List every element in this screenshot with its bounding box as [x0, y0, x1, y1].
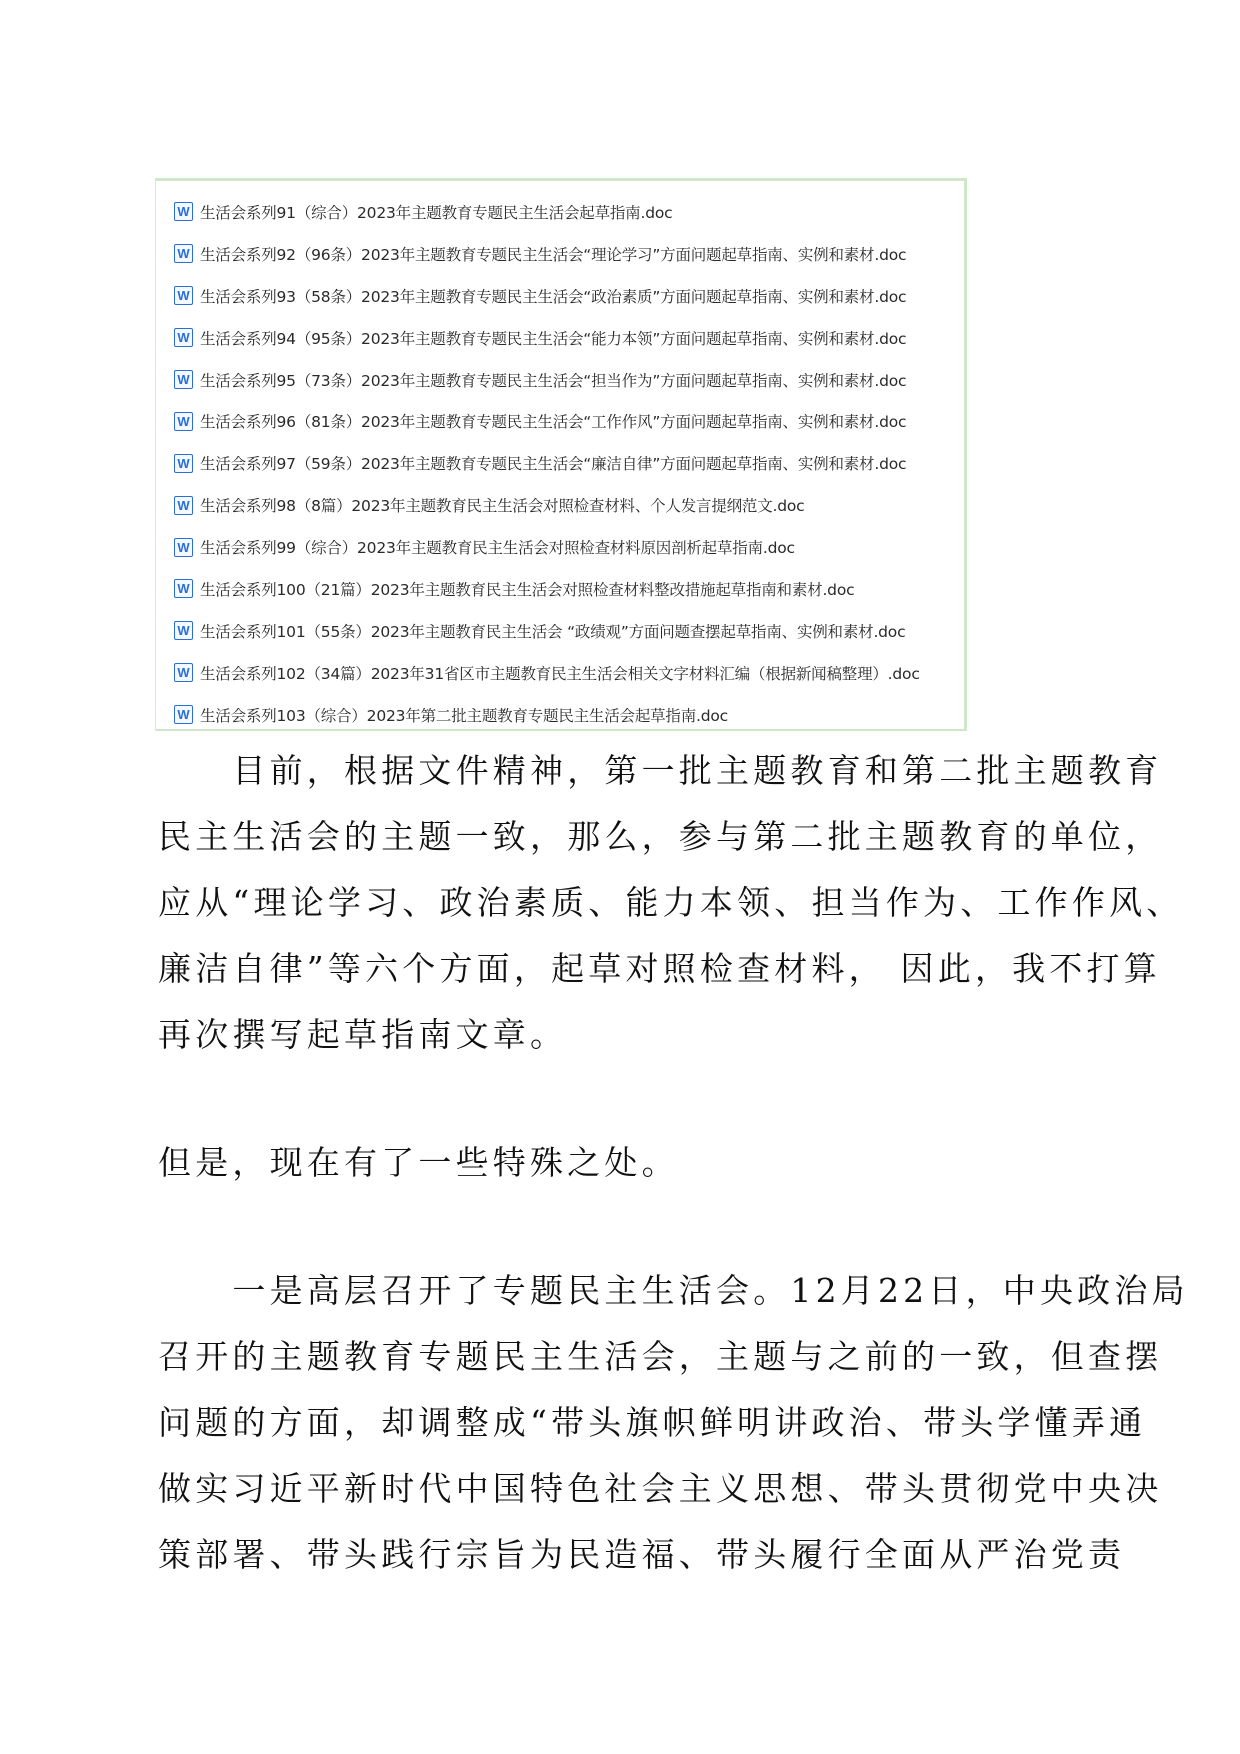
text-line: 策部署、带头践行宗旨为民造福、带头履行全面从严治党责 — [158, 1535, 1126, 1574]
file-name: 生活会系列95（73条）2023年主题教育专题民主生活会“担当作为”方面问题起草指南、实例和素材.doc — [200, 371, 907, 390]
file-row[interactable] — [156, 191, 964, 233]
file-name: 生活会系列93（58条）2023年主题教育专题民主生活会“政治素质”方面问题起草指南、实例和素材.doc — [200, 287, 907, 306]
word-doc-icon: W — [174, 663, 193, 682]
text-line: 廉洁自律”等六个方面，起草对照检查材料， 因此，我不打算 — [158, 949, 1161, 988]
file-name: 生活会系列100（21篇）2023年主题教育民主生活会对照检查材料整改措施起草指南和素材.doc — [200, 580, 855, 599]
file-name: 生活会系列91（综合）2023年主题教育专题民主生活会起草指南.doc — [200, 203, 673, 222]
text-line: 召开的主题教育专题民主生活会，主题与之前的一致，但查摆 — [158, 1337, 1163, 1376]
text-line: 应从“理论学习、政治素质、能力本领、担当作为、工作作风、 — [158, 883, 1184, 922]
word-doc-icon: W — [174, 370, 193, 389]
text-line: 再次撰写起草指南文章。 — [158, 1015, 568, 1054]
file-row[interactable] — [156, 442, 964, 484]
file-name: 生活会系列96（81条）2023年主题教育专题民主生活会“工作作风”方面问题起草指南、实例和素材.doc — [200, 413, 907, 432]
word-doc-icon: W — [174, 538, 193, 557]
body-paragraph-2 — [158, 1130, 1108, 1196]
file-row[interactable] — [156, 484, 964, 526]
file-row[interactable] — [156, 694, 964, 736]
file-row[interactable] — [156, 275, 964, 317]
file-row[interactable] — [156, 359, 964, 401]
body-paragraph-3 — [158, 1258, 1189, 1588]
file-row[interactable] — [156, 233, 964, 275]
file-name: 生活会系列98（8篇）2023年主题教育民主生活会对照检查材料、个人发言提纲范文.doc — [200, 497, 805, 516]
text-line: 一是高层召开了专题民主生活会。12月22日，中央政治局 — [158, 1271, 1189, 1310]
file-name: 生活会系列99（综合）2023年主题教育民主生活会对照检查材料原因剖析起草指南.doc — [200, 539, 795, 558]
file-row[interactable] — [156, 652, 964, 694]
file-row[interactable] — [156, 400, 964, 442]
word-doc-icon: W — [174, 621, 193, 640]
text-line: 做实习近平新时代中国特色社会主义思想、带头贯彻党中央决 — [158, 1469, 1163, 1508]
file-name: 生活会系列92（96条）2023年主题教育专题民主生活会“理论学习”方面问题起草指南、实例和素材.doc — [200, 245, 907, 264]
text-line: 民主生活会的主题一致，那么，参与第二批主题教育的单位， — [158, 817, 1163, 856]
word-doc-icon: W — [174, 579, 193, 598]
file-row[interactable] — [156, 568, 964, 610]
word-doc-icon: W — [174, 244, 193, 263]
word-doc-icon: W — [174, 412, 193, 431]
text-line: 但是，现在有了一些特殊之处。 — [158, 1143, 679, 1182]
text-line: 问题的方面，却调整成“带头旗帜鲜明讲政治、带头学懂弄通 — [158, 1403, 1147, 1442]
word-doc-icon: W — [174, 286, 193, 305]
text-line: 目前，根据文件精神，第一批主题教育和第二批主题教育 — [158, 751, 1163, 790]
file-row[interactable] — [156, 317, 964, 359]
file-row[interactable] — [156, 526, 964, 568]
body-paragraph-1 — [158, 738, 1184, 1068]
file-name: 生活会系列103（综合）2023年第二批主题教育专题民主生活会起草指南.doc — [200, 706, 729, 725]
file-row[interactable] — [156, 610, 964, 652]
file-list-screenshot — [155, 178, 967, 731]
file-name: 生活会系列102（34篇）2023年31省区市主题教育民主生活会相关文字材料汇编（根据新闻稿整理）.doc — [200, 664, 920, 683]
word-doc-icon: W — [174, 705, 193, 724]
word-doc-icon: W — [174, 202, 193, 221]
file-name: 生活会系列97（59条）2023年主题教育专题民主生活会“廉洁自律”方面问题起草指南、实例和素材.doc — [200, 455, 907, 474]
file-name: 生活会系列94（95条）2023年主题教育专题民主生活会“能力本领”方面问题起草指南、实例和素材.doc — [200, 329, 907, 348]
word-doc-icon: W — [174, 328, 193, 347]
word-doc-icon: W — [174, 496, 193, 515]
word-doc-icon: W — [174, 454, 193, 473]
file-name: 生活会系列101（55条）2023年主题教育民主生活会 “政绩观”方面问题查摆起草指南、实例和素材.doc — [200, 622, 906, 641]
